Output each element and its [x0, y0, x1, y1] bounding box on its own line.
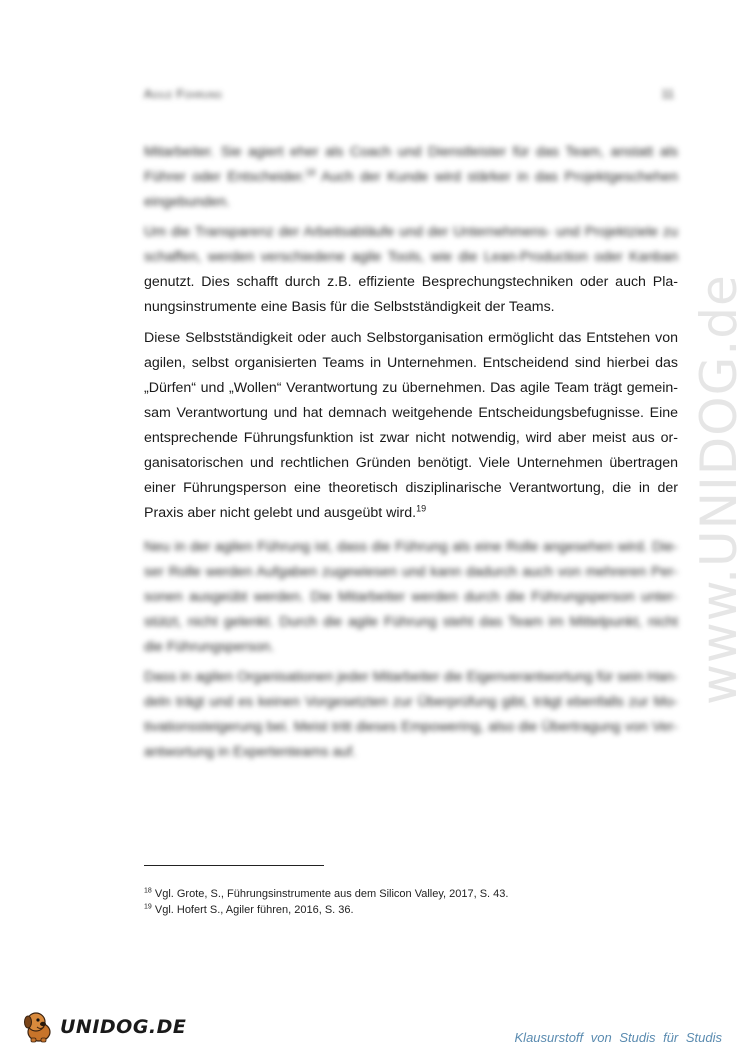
- paragraph-line: Mitarbeiter. Sie agiert eher als Coach und Dienstleister für das Team, anstatt als: [144, 144, 678, 160]
- paragraph-line: Diese Selbstständigkeit oder auch Selbstorganisation ermöglicht das Entstehen von: [144, 330, 678, 346]
- footnote-ref[interactable]: 18: [305, 167, 316, 178]
- paragraph-line: nungsinstrumente eine Basis für die Selbstständigkeit der Teams.: [144, 299, 555, 315]
- unidog-logo[interactable]: [22, 1010, 186, 1044]
- paragraph-line: antwortung in Expertenteams auf.: [144, 744, 357, 760]
- paragraph-4: [144, 535, 678, 660]
- paragraph-line: sam Verantwortung und hat demnach weitgehende Entscheidungsbefugnisse. Eine: [144, 405, 678, 421]
- footnote-divider: [144, 865, 324, 866]
- paragraph-line: deln trägt und es keinen Vorgesetzten zur Überprüfung gibt, trägt ebenfalls zur Mo-: [144, 694, 678, 710]
- paragraph-line: stützt, nicht gelenkt. Durch die agile Führung steht das Team im Mittelpunkt, nicht: [144, 614, 678, 630]
- paragraph-line: schaffen, werden verschiedene agile Tools, wie die Lean-Production oder Kanban: [144, 249, 678, 265]
- footnote-number: 18: [144, 887, 152, 895]
- paragraph-line: sonen ausgeübt werden. Die Mitarbeiter werden durch die Führungsperson unter-: [144, 589, 678, 605]
- footnote-ref[interactable]: 19: [416, 503, 427, 514]
- paragraph-2: [144, 220, 678, 320]
- paragraph-line: einer Führungsperson eine theoretisch disziplinarische Verantwortung, die in der: [144, 480, 678, 496]
- paragraph-1: [144, 140, 678, 215]
- paragraph-line: Praxis aber nicht gelebt und ausgeübt wird.$^{19}$: [144, 503, 427, 521]
- dog-mascot-icon: [22, 1010, 58, 1044]
- running-head: Agile Führung: [144, 87, 223, 101]
- paragraph-line: die Führungsperson.: [144, 639, 275, 655]
- paragraph-line: ser Rolle werden Aufgaben zugewiesen und kann dadurch auch von mehreren Per-: [144, 564, 678, 580]
- footnotes: [144, 886, 508, 918]
- paragraph-line: Um die Transparenz der Arbeitsabläufe und der Unternehmens- und Projektziele zu: [144, 224, 678, 240]
- footnote-number: 19: [144, 903, 152, 911]
- footnote: $^{19}$ Vgl. Hofert S., Agiler führen, 2016, S. 36.: [144, 903, 354, 916]
- paragraph-line: Neu in der agilen Führung ist, dass die Führung als eine Rolle angesehen wird. Die-: [144, 539, 678, 555]
- paragraph-line: Führer oder Entscheider.$^{18}$ Auch der Kunde wird stärker in das Projektgeschehen: [144, 167, 678, 185]
- paragraph-line: Dass in agilen Organisationen jeder Mitarbeiter die Eigenverantwortung für sein Han-: [144, 669, 678, 685]
- paragraph-5: [144, 665, 678, 765]
- paragraph-line: ganisatorischen und rechtlichen Gründen benötigt. Viele Unternehmen übertragen: [144, 455, 678, 471]
- logo-text: UNIDOG.DE: [60, 1016, 187, 1038]
- footnote: $^{18}$ Vgl. Grote, S., Führungsinstrumente aus dem Silicon Valley, 2017, S. 43.: [144, 887, 509, 900]
- tagline: Klausurstoff von Studis für Studis: [514, 1030, 722, 1045]
- watermark: www.UNIDOG.de: [690, 274, 748, 705]
- paragraph-line: genutzt. Dies schafft durch z.B. effiziente Besprechungstechniken oder auch Pla-: [144, 274, 678, 290]
- paragraph-line: eingebunden.: [144, 194, 230, 210]
- paragraph-line: agilen, selbst organisierten Teams in Unternehmen. Entscheidend sind hierbei das: [144, 355, 678, 371]
- paragraph-line: „Dürfen“ und „Wollen“ Verantwortung zu übernehmen. Das agile Team trägt gemein-: [144, 380, 678, 396]
- paragraph-line: entsprechende Führungsfunktion ist zwar nicht notwendig, wird aber meist aus or-: [144, 430, 678, 446]
- page-number: 11: [661, 87, 674, 101]
- paragraph-3: [144, 326, 678, 526]
- paragraph-line: tivationssteigerung bei. Meist tritt dieses Empowering, also die Übertragung von Ver-: [144, 719, 678, 735]
